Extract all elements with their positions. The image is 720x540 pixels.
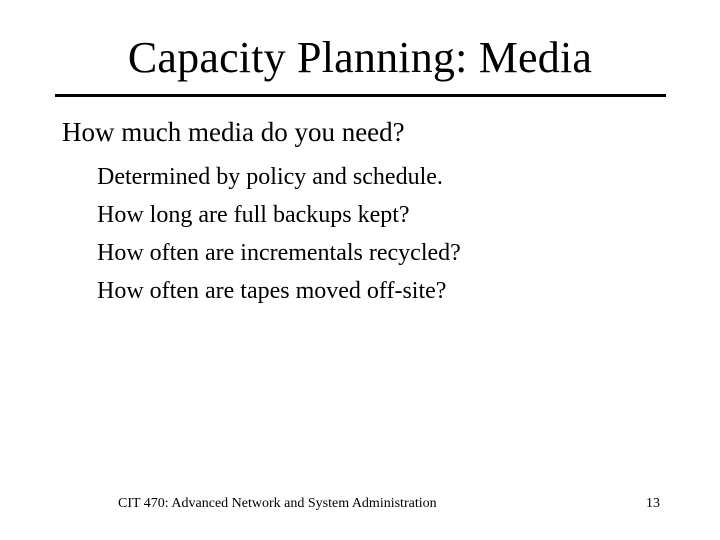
title-divider (55, 94, 666, 97)
slide-footer: CIT 470: Advanced Network and System Administration (118, 496, 437, 511)
sub-bullet-item: How often are tapes moved off-site? (97, 278, 447, 304)
sub-bullet-item: How often are incrementals recycled? (97, 240, 461, 266)
main-bullet: How much media do you need? (62, 117, 405, 147)
slide-title: Capacity Planning: Media (127, 33, 593, 82)
sub-bullet-item: How long are full backups kept? (97, 202, 410, 228)
sub-bullet-list (97, 158, 461, 310)
page-number: 13 (646, 496, 660, 511)
sub-bullet-item: Determined by policy and schedule. (97, 164, 443, 190)
